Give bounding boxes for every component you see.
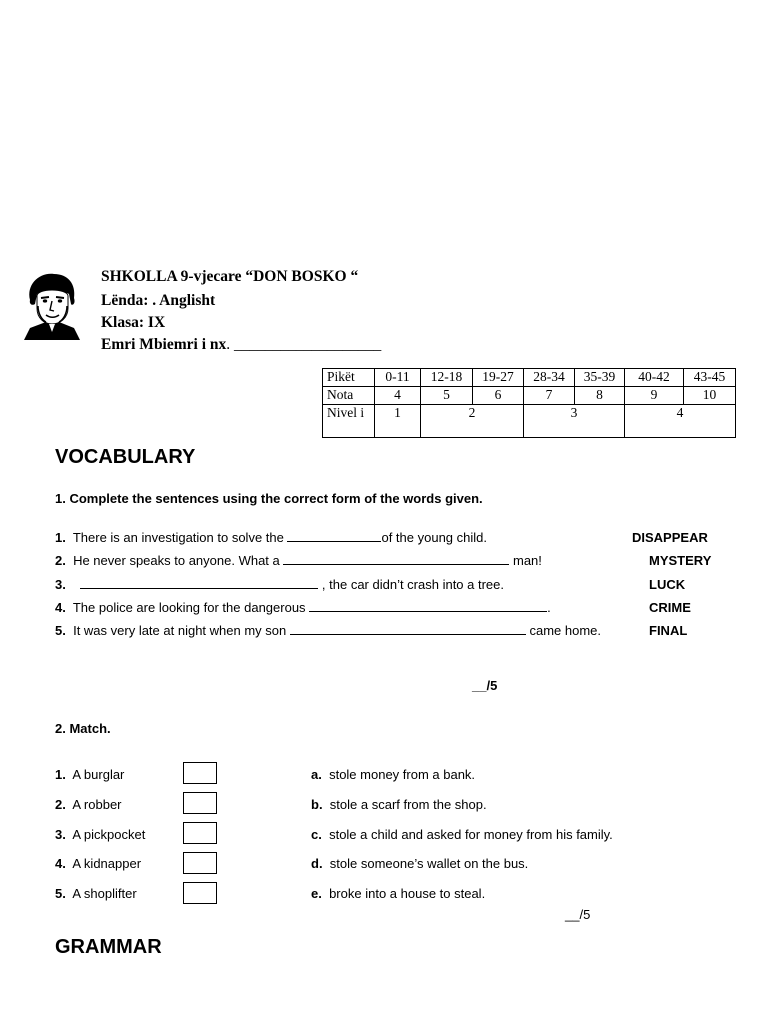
sentence-text-after: . [547, 600, 551, 615]
item-text: A burglar [72, 767, 125, 782]
sentence-number: 4. [55, 600, 66, 615]
match-item [55, 797, 122, 812]
points-range: 19-27 [473, 369, 524, 387]
sentence-1 [55, 530, 487, 545]
sentence-text-after: man! [509, 553, 542, 568]
def-letter: c. [311, 827, 322, 842]
points-label: Pikët [323, 369, 375, 387]
name-blank[interactable]: . ___________________ [226, 336, 382, 353]
item-number: 1. [55, 767, 66, 782]
exercise1-score: __/5 [472, 678, 498, 693]
school-name: SHKOLLA 9-vjecare “DON BOSKO “ [101, 268, 359, 285]
sentence-text-before: There is an investigation to solve the [72, 530, 288, 545]
word-given: CRIME [649, 600, 691, 615]
match-item [55, 886, 137, 901]
sentence-text-before: The police are looking for the dangerous [72, 600, 310, 615]
exercise2-instruction: 2. Match. [55, 721, 111, 736]
match-answer-box[interactable] [183, 822, 217, 844]
sentence-text-after: came home. [525, 623, 602, 638]
word-given: FINAL [649, 623, 688, 638]
match-definition [311, 767, 475, 782]
grammar-heading: GRAMMAR [55, 936, 162, 958]
item-text: A kidnapper [72, 856, 142, 871]
sentence-text-after: , the car didn’t crash into a tree. [318, 577, 505, 592]
sentence-number: 3. [55, 577, 66, 592]
sentence-number: 2. [55, 553, 66, 568]
def-text: stole money from a bank. [329, 767, 476, 782]
grade-row [323, 387, 736, 405]
points-range: 35-39 [575, 369, 625, 387]
item-number: 4. [55, 856, 66, 871]
def-letter: e. [311, 886, 322, 901]
def-letter: a. [311, 767, 322, 782]
level-value: 1 [375, 405, 421, 438]
match-item [55, 856, 141, 871]
sentence-3 [55, 577, 504, 592]
item-number: 2. [55, 797, 66, 812]
def-text: broke into a house to steal. [329, 886, 486, 901]
grade-value: 7 [524, 387, 575, 405]
item-number: 3. [55, 827, 66, 842]
grade-value: 4 [375, 387, 421, 405]
item-number: 5. [55, 886, 66, 901]
grade-label: Nota [323, 387, 375, 405]
def-text: stole a child and asked for money from his family. [329, 827, 613, 842]
exercise1-instruction: 1. Complete the sentences using the correct form of the words given. [55, 491, 483, 506]
points-range: 43-45 [684, 369, 736, 387]
student-name-line [101, 336, 381, 354]
exercise2-score: __/5 [565, 907, 591, 922]
sentence-5 [55, 623, 601, 638]
level-value: 2 [421, 405, 524, 438]
item-text: A shoplifter [72, 886, 137, 901]
match-answer-box[interactable] [183, 882, 217, 904]
grade-value: 5 [421, 387, 473, 405]
level-label: Nivel i [323, 405, 375, 438]
level-row [323, 405, 736, 438]
grade-value: 6 [473, 387, 524, 405]
match-answer-box[interactable] [183, 762, 217, 784]
def-letter: b. [311, 797, 323, 812]
vocabulary-heading: VOCABULARY [55, 446, 196, 468]
sentence-text-before: He never speaks to anyone. What a [73, 553, 284, 568]
word-given: DISAPPEAR [632, 530, 708, 545]
don-bosko-portrait [22, 270, 82, 342]
level-value: 3 [524, 405, 625, 438]
sentence-2 [55, 553, 542, 568]
sentence-text-before: It was very late at night when my son [73, 623, 290, 638]
answer-blank[interactable] [80, 577, 318, 589]
points-range: 40-42 [625, 369, 684, 387]
match-definition [311, 797, 487, 812]
grade-value: 10 [684, 387, 736, 405]
def-text: stole a scarf from the shop. [329, 797, 487, 812]
answer-blank[interactable] [287, 530, 381, 542]
subject-line: Lënda: . Anglisht [101, 292, 216, 309]
grade-value: 9 [625, 387, 684, 405]
def-letter: d. [311, 856, 323, 871]
answer-blank[interactable] [309, 600, 547, 612]
name-label: Emri Mbiemri i nx [101, 336, 227, 353]
answer-blank[interactable] [283, 553, 509, 565]
class-line: Klasa: IX [101, 314, 166, 331]
def-text: stole someone’s wallet on the bus. [329, 856, 529, 871]
match-item [55, 767, 124, 782]
match-definition [311, 856, 528, 871]
item-text: A robber [72, 797, 122, 812]
sentence-text-after: of the young child. [381, 530, 487, 545]
match-answer-box[interactable] [183, 852, 217, 874]
item-text: A pickpocket [72, 827, 146, 842]
grading-table [322, 368, 736, 438]
word-given: LUCK [649, 577, 686, 592]
sentence-number: 1. [55, 530, 66, 545]
points-range: 28-34 [524, 369, 575, 387]
match-definition [311, 827, 613, 842]
sentence-4 [55, 600, 551, 615]
grade-value: 8 [575, 387, 625, 405]
points-row [323, 369, 736, 387]
points-range: 0-11 [375, 369, 421, 387]
level-value: 4 [625, 405, 736, 438]
answer-blank[interactable] [290, 623, 526, 635]
sentence-number: 5. [55, 623, 66, 638]
word-given: MYSTERY [649, 553, 712, 568]
match-definition [311, 886, 485, 901]
match-item [55, 827, 145, 842]
match-answer-box[interactable] [183, 792, 217, 814]
points-range: 12-18 [421, 369, 473, 387]
